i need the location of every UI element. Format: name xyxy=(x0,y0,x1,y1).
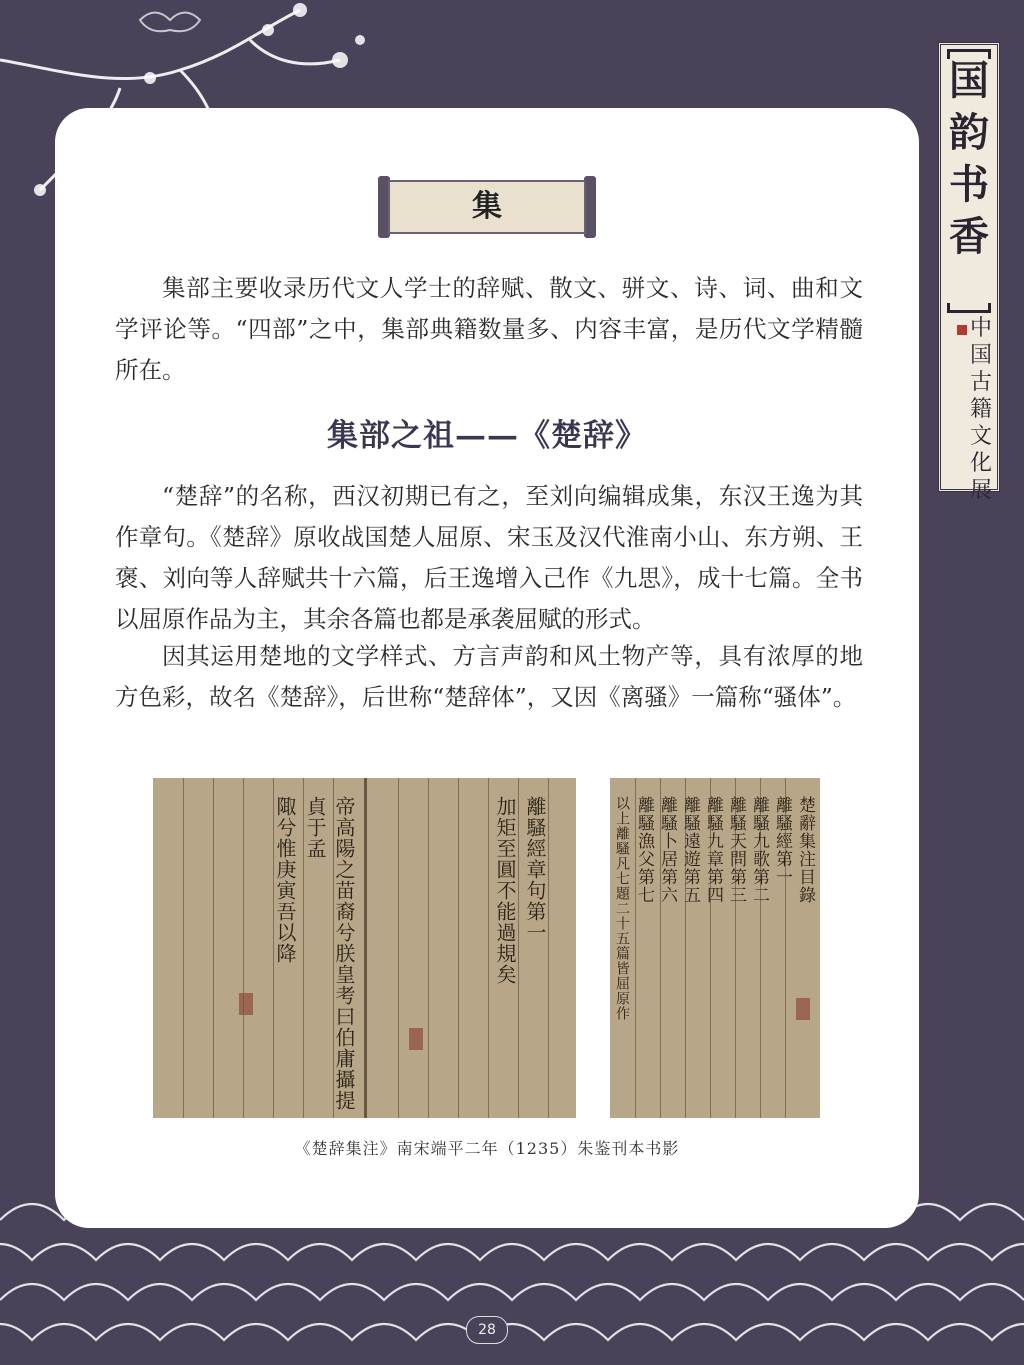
banner-subtitle-char: 古 xyxy=(969,370,992,395)
exhibition-banner xyxy=(938,42,1000,503)
book-image-left xyxy=(153,778,576,1118)
book-text-column: 離騷經章句第一 xyxy=(523,796,547,943)
banner-subtitle-char: 籍 xyxy=(969,397,992,422)
banner-bracket xyxy=(947,303,991,313)
banner-subtitle-char: 文 xyxy=(969,424,992,449)
book-image-right xyxy=(610,778,820,1118)
image-caption: 《楚辞集注》南宋端平二年（1235）朱鉴刊本书影 xyxy=(294,1139,680,1158)
book-text-column: 離騷九歌第二 xyxy=(749,796,769,904)
seal-stamp xyxy=(796,998,810,1020)
banner-subtitle-char: 化 xyxy=(969,451,992,476)
banner-subtitle-char: 展 xyxy=(969,478,992,503)
book-text-column: 離騷卜居第六 xyxy=(657,796,677,904)
book-text-column: 離騷漁父第七 xyxy=(634,796,654,904)
intro-paragraph: 集部主要收录历代文人学士的辞赋、散文、骈文、诗、词、曲和文学评论等。“四部”之中，集部典籍数量多、内容丰富，是历代文学精髓所在。 xyxy=(115,274,863,384)
book-text-column: 帝高陽之苗裔兮朕皇考曰伯庸攝提貞于孟 xyxy=(303,796,356,1111)
body-paragraph: “楚辞”的名称，西汉初期已有之，至刘向编辑成集，东汉王逸为其作章句。《楚辞》原收战国楚人屈原、宋玉及汉代淮南小山、东方朔、王褒、刘向等人辞赋共十六篇，后王逸增入己作《九思》，成十七篇。全书以屈原作品为主，其余各篇也都是承袭屈赋的形式。 xyxy=(115,482,863,633)
banner-subtitle-char: 国 xyxy=(969,343,992,368)
page-number: 28 xyxy=(466,1316,508,1344)
scroll-heading-label: 集 xyxy=(388,180,586,234)
book-text-column: 以上離騷凡七題二十五篇皆屈原作 xyxy=(614,796,630,1021)
book-text-column: 離騷遠遊第五 xyxy=(680,796,700,904)
book-text-column: 離騷天問第三 xyxy=(726,796,746,904)
banner-subtitle xyxy=(965,315,997,504)
banner-title-char: 韵 xyxy=(949,109,989,156)
body-paragraph: 因其运用楚地的文学样式、方言声韵和风土物产等，具有浓厚的地方色彩，故名《楚辞》，后世称“楚辞体”，又因《离骚》一篇称“骚体”。 xyxy=(115,642,863,711)
banner-title-char: 书 xyxy=(949,161,989,208)
book-text-column: 陬兮惟庚寅吾以降 xyxy=(273,796,297,964)
banner-title-char: 国 xyxy=(949,57,989,104)
book-text-column: 離騷九章第四 xyxy=(703,796,723,904)
book-text-column: 加矩至圓不能過規矣 xyxy=(493,796,517,985)
banner-title-char: 香 xyxy=(949,213,989,260)
banner-title xyxy=(941,55,997,263)
seal-stamp xyxy=(239,993,253,1015)
section-title: 集部之祖——《楚辞》 xyxy=(327,418,647,454)
book-text-column: 離騷經第一 xyxy=(772,796,792,886)
book-text-column: 楚辭集注目錄 xyxy=(795,796,815,904)
seal-stamp xyxy=(409,1028,423,1050)
section-scroll-heading xyxy=(378,176,596,238)
banner-subtitle-char: 中 xyxy=(969,316,992,341)
